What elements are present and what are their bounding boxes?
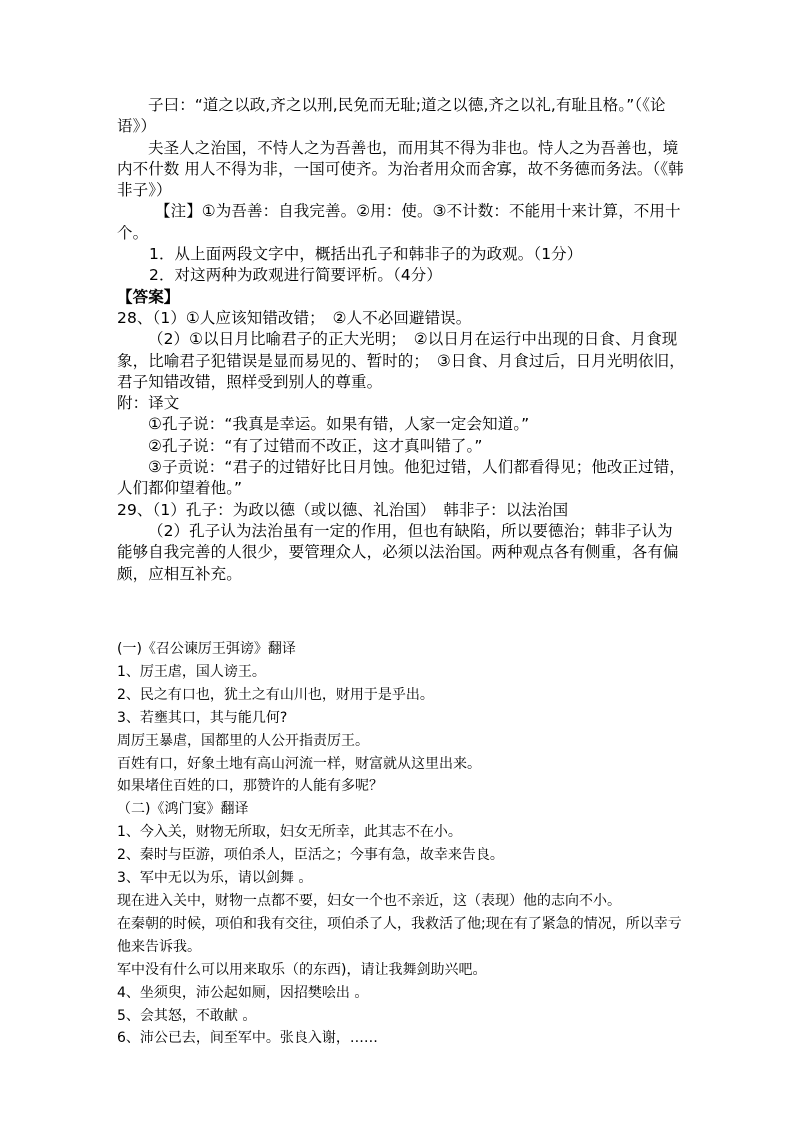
list-item: 4、坐须臾，沛公起如厕，因招樊哙出 。 — [117, 984, 369, 1001]
list-item: 百姓有口，好象土地有高山河流一样，财富就从这里出来。 — [117, 755, 481, 772]
appendix-label: 附：译文 — [117, 394, 180, 413]
answer-29-part1: 29、（1）孔子：为政以德（或以德、礼治国） 韩非子：以法治国 — [117, 500, 569, 519]
list-item: 周厉王暴虐，国都里的人公开指责厉王。 — [117, 732, 369, 749]
section-heading-hongmenyan: （二)《鸿门宴》翻译 — [117, 801, 249, 818]
annotation-note: 【注】①为吾善：自我完善。②用：使。③不计数：不能用十来计算，不用十个。 — [117, 202, 681, 242]
exercise-section — [117, 95, 687, 585]
list-item: 军中没有什么可以用来取乐（的东西)，请让我舞剑助兴吧。 — [117, 961, 487, 978]
translation-1: ①孔子说：“我真是幸运。如果有错，人家一定会知道。” — [148, 415, 530, 434]
question-2: 2．对这两种为政观进行简要评析。（4分） — [149, 266, 442, 285]
hanfeizi-quote: 夫圣人之治国，不恃人之为吾善也，而用其不得为非也。恃人之为吾善也，境内不什数 用人不得为非，一国可使齐。为治者用众而舍寡，故不务德而务法。（《韩非子》） — [117, 138, 684, 200]
list-item: 3、若壅其口，其与能几何? — [117, 709, 288, 726]
list-item: 如果堵住百姓的口，那赞许的人能有多呢？ — [117, 778, 383, 795]
list-item: 1、厉王虐，国人谤王。 — [117, 663, 266, 680]
list-item: 3、军中无以为乐，请以剑舞 。 — [117, 870, 313, 887]
list-item: 在秦朝的时候，项伯和我有交往，项伯杀了人，我救活了他;现在有了紧急的情况，所以幸亏他来告诉我。 — [117, 915, 682, 955]
list-item: 2、秦时与臣游，项伯杀人，臣活之；今事有急，故幸来告良。 — [117, 847, 504, 864]
answer-28-part2: （2）①以日月比喻君子的正大光明； ②以日月在运行中出现的日食、月食现象，比喻君子犯错误是显而易见的、暂时的； ③日食、月食过后，日月光明依旧，君子知错改错，照样受到别人的尊重。 — [117, 330, 685, 391]
list-item: 1、今入关，财物无所取，妇女无所幸，此其志不在小。 — [117, 824, 462, 841]
answer-29-part2: （2）孔子认为法治虽有一定的作用，但也有缺陷，所以要德治；韩非子认为能够自我完善的人很少，要管理众人，必须以法治国。两种观点各有侧重，各有偏颇，应相互补充。 — [117, 521, 679, 583]
list-item: 现在进入关中，财物一点都不要，妇女一个也不亲近，这（表现）他的志向不小。 — [117, 892, 621, 909]
translation-section — [117, 638, 687, 1050]
answer-heading: 【答案】 — [117, 287, 180, 306]
translation-3: ③子贡说：“君子的过错好比日月蚀。他犯过错，人们都看得见；他改正过错，人们都仰望着他。” — [117, 458, 685, 498]
translation-2: ②孔子说：“有了过错而不改正，这才真叫错了。” — [148, 436, 483, 455]
question-1: 1．从上面两段文字中，概括出孔子和韩非子的为政观。（1分） — [149, 245, 583, 264]
confucius-quote: 子曰：“道之以政,齐之以刑,民免而无耻;道之以德,齐之以礼,有耻且格。”（《论语》） — [117, 96, 666, 136]
answer-28-part1: 28、（1）①人应该知错改错； ②人不必回避错误。 — [117, 308, 472, 327]
list-item: 2、民之有口也，犹土之有山川也，财用于是乎出。 — [117, 686, 434, 703]
list-item: 5、会其怒，不敢献 。 — [117, 1007, 257, 1024]
section-heading-zhaogong: (一)《召公谏厉王弭谤》翻译 — [117, 641, 296, 657]
list-item: 6、沛公已去，间至军中。张良入谢，…… — [117, 1030, 378, 1047]
